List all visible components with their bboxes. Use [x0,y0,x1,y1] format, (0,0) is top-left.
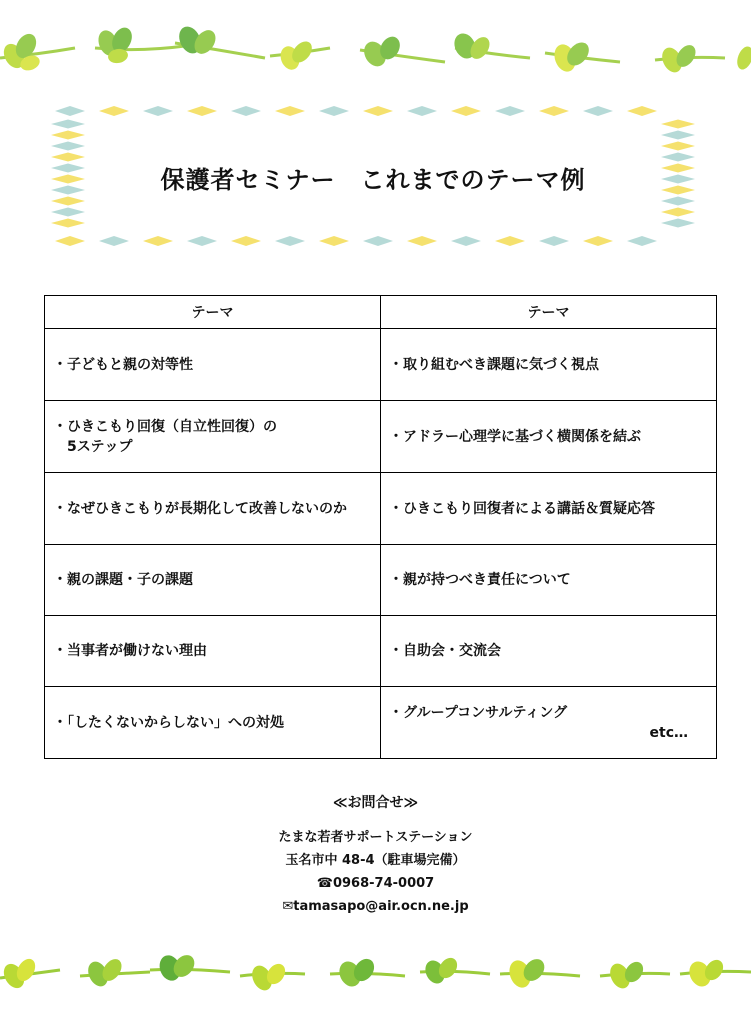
sprout-garland-icon [0,18,751,78]
theme-text: ・「したくないからしない」への対処 [53,714,284,731]
theme-text: ・親が持つべき責任について [389,572,571,588]
theme-cell [45,687,381,759]
address-text: 玉名市中 48-4（駐車場完備） [285,853,466,868]
theme-text: ・ひきこもり回復者による講話＆質疑応答 [389,500,655,517]
phone-text: ☎0968-74-0007 [316,876,435,891]
theme-text: ・当事者が働けない理由 [53,643,207,659]
theme-text-continued: 5ステップ [67,438,133,455]
theme-text: ・グループコンサルティング [389,704,568,721]
theme-text: ・なぜひきこもりが長期化して改善しないのか [53,500,347,517]
theme-cell [381,545,717,616]
table-header-row [45,296,717,329]
theme-text: ・子どもと親の対等性 [53,356,193,373]
contact-heading: ≪お問合せ≫ [332,795,419,811]
table-row [45,401,717,473]
etc-note: etc… [649,724,688,741]
table-row [45,545,717,616]
theme-cell [381,473,717,545]
theme-cell [45,329,381,401]
theme-text: ・アドラー心理学に基づく横関係を結ぶ [389,428,641,445]
theme-cell [45,616,381,687]
theme-cell [381,329,717,401]
theme-text: ・自助会・交流会 [389,643,501,659]
top-sprout-border [0,18,751,78]
organization-name: たまな若者サポートステーション [278,830,473,845]
theme-cell [381,401,717,473]
theme-text: ・ひきこもり回復（自立性回復）の [53,418,277,435]
theme-text: ・親の課題・子の課題 [53,572,193,588]
sprout-garland-icon [0,948,751,1008]
table-row [45,687,717,759]
table-row [45,329,717,401]
column-header-left: テーマ [45,296,381,329]
table-row [45,473,717,545]
table-row [45,616,717,687]
themes-table [44,295,717,759]
bottom-sprout-border [0,948,751,1008]
theme-text: ・取り組むべき課題に気づく視点 [389,356,599,373]
theme-cell [45,473,381,545]
column-header-right: テーマ [381,296,717,329]
page-title: 保護者セミナー これまでのテーマ例 [160,166,586,194]
theme-cell [45,401,381,473]
theme-cell [381,616,717,687]
title-frame [48,104,698,248]
theme-cell [381,687,717,759]
email-text: ✉tamasapo@air.ocn.ne.jp [282,899,469,914]
contact-block [0,792,751,918]
theme-cell [45,545,381,616]
